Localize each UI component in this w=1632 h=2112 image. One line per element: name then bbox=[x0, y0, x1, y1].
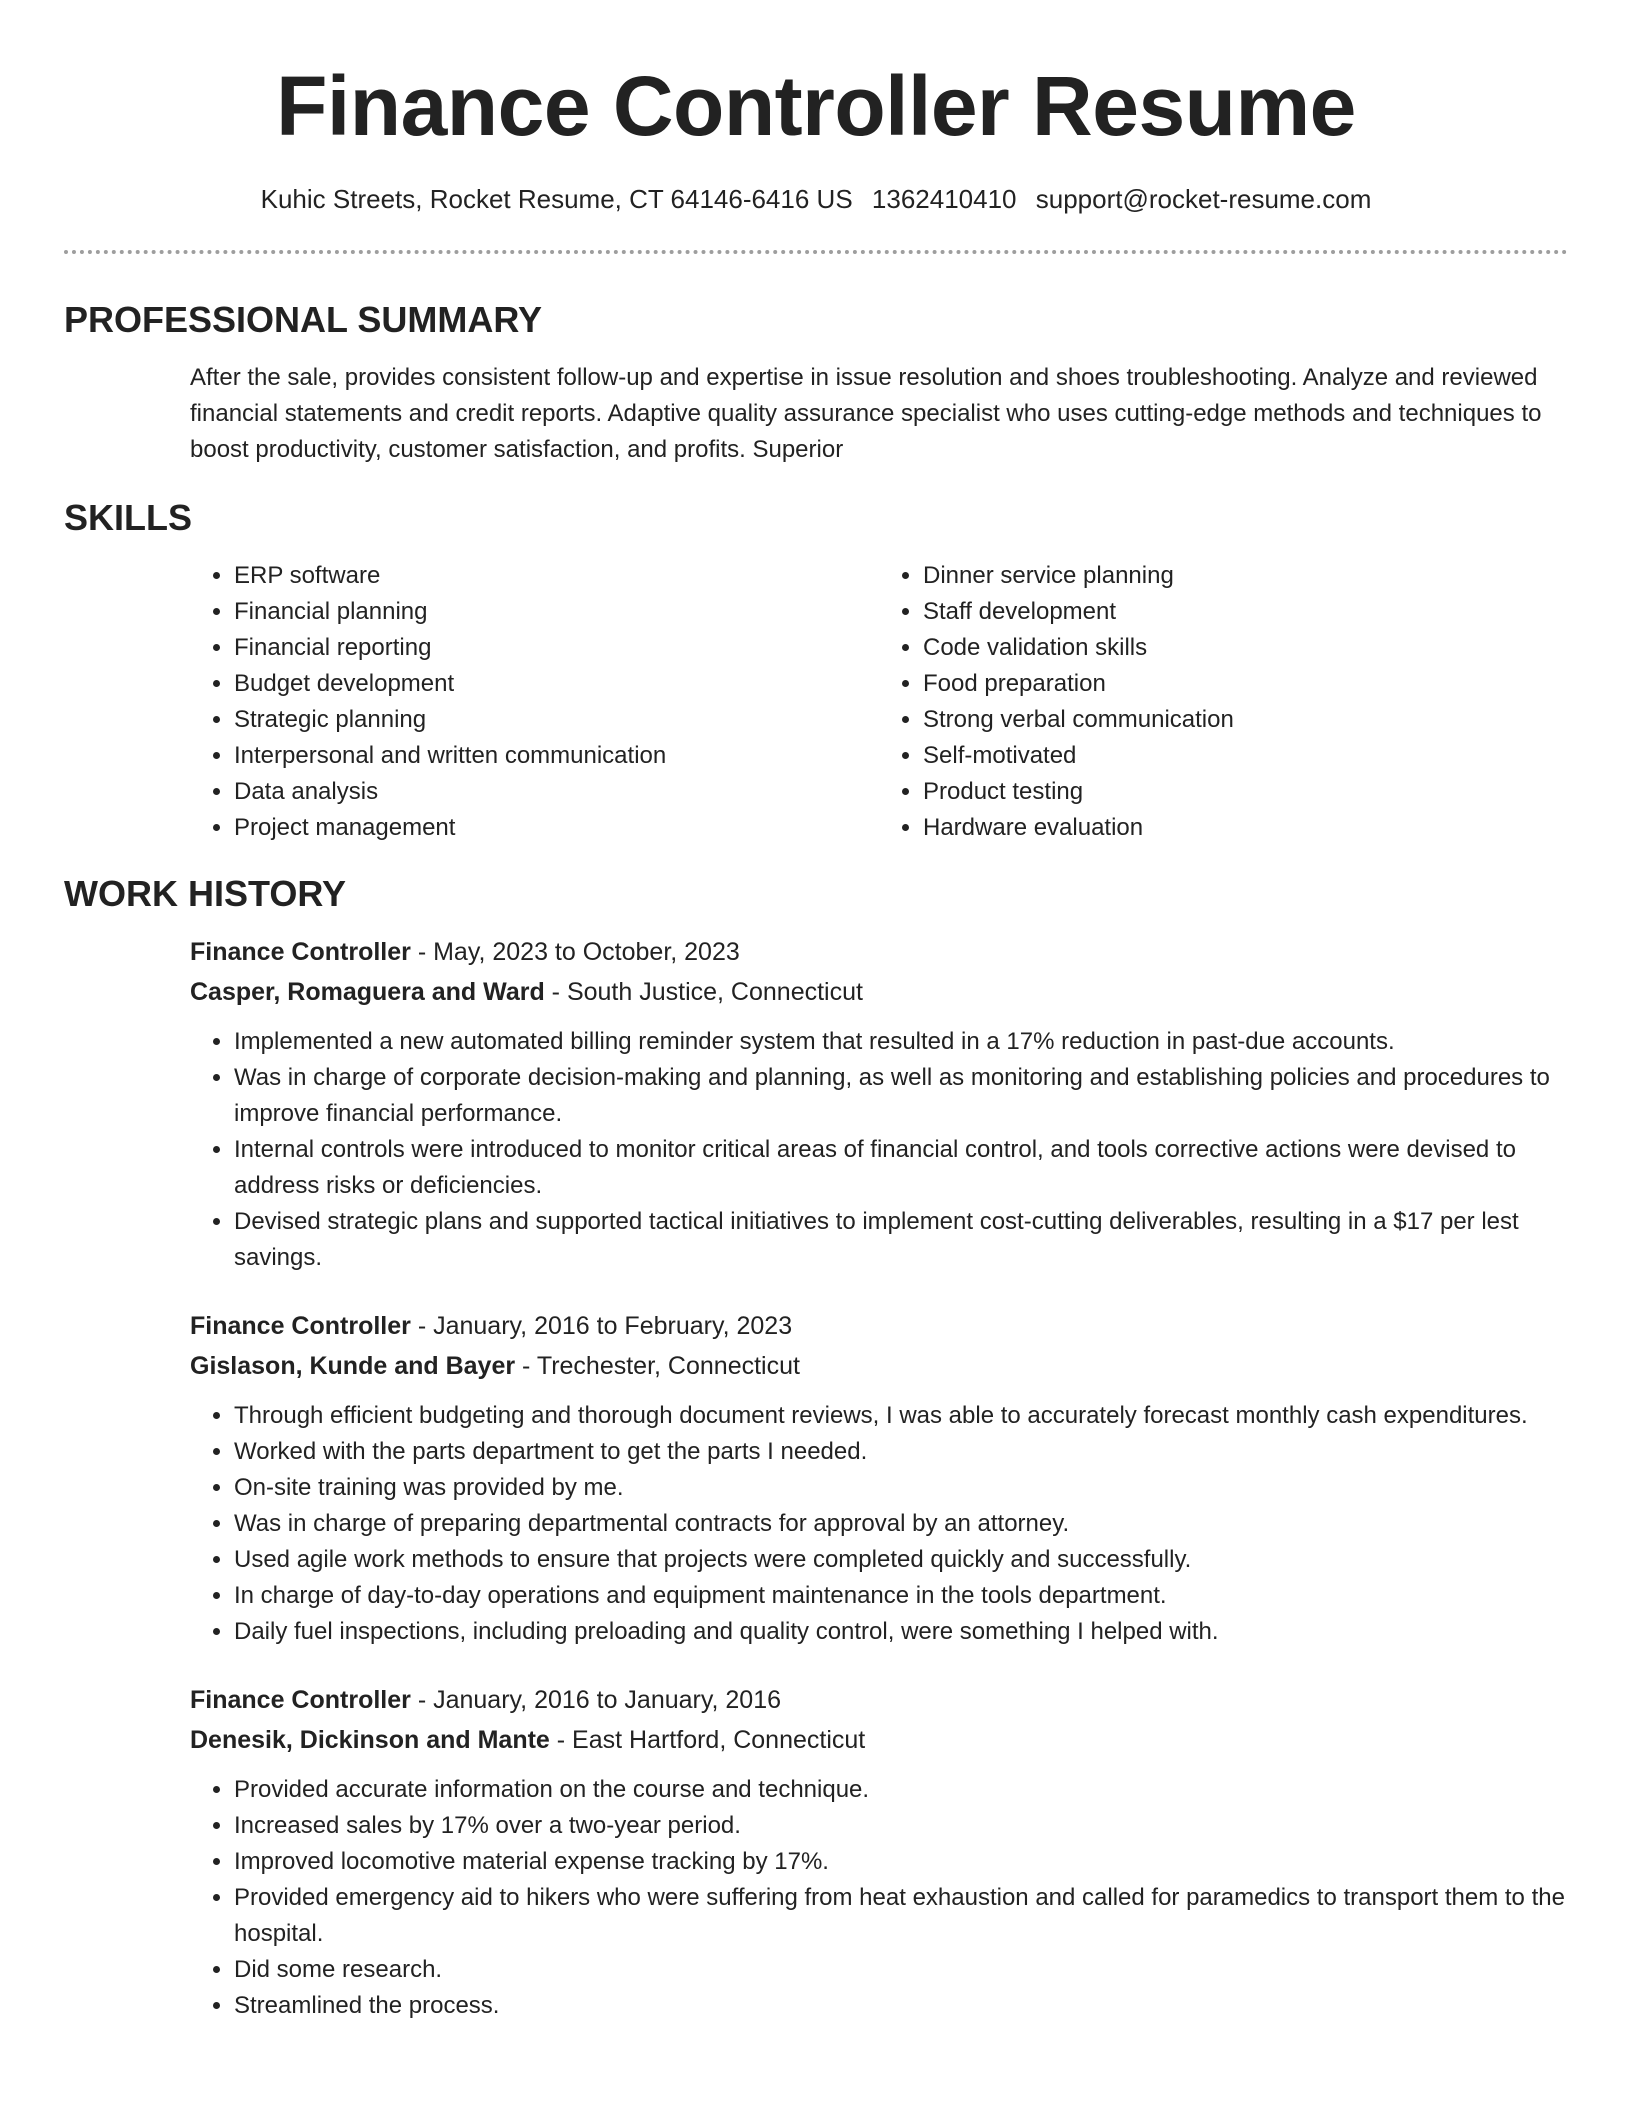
skills-heading: SKILLS bbox=[64, 497, 193, 538]
job-bullet: • Did some research. bbox=[234, 1952, 1568, 1988]
skill-item: • Product testing bbox=[923, 774, 1568, 810]
job-dates: - January, 2016 to January, 2016 bbox=[410, 1686, 782, 1714]
job-title-line bbox=[190, 1680, 1568, 1720]
job-entry bbox=[190, 1680, 1568, 2024]
skill-item: • Strategic planning bbox=[234, 702, 879, 738]
job-title-line bbox=[190, 1306, 1568, 1346]
skills-list bbox=[190, 558, 1568, 846]
job-title: Finance Controller bbox=[190, 938, 411, 966]
contact-email: support@rocket-resume.com bbox=[1035, 184, 1372, 214]
skill-item: • Staff development bbox=[923, 594, 1568, 630]
job-location: - South Justice, Connecticut bbox=[544, 978, 863, 1006]
job-title: Finance Controller bbox=[190, 1686, 411, 1714]
job-bullets bbox=[190, 1398, 1568, 1650]
job-bullet: • Used agile work methods to ensure that projects were completed quickly and successfully. bbox=[234, 1542, 1568, 1578]
job-company: Casper, Romaguera and Ward bbox=[190, 978, 545, 1006]
job-bullets bbox=[190, 1772, 1568, 2024]
job-bullet: • Through efficient budgeting and thorough document reviews, I was able to accurately forecast monthly cash expenditures. bbox=[234, 1398, 1568, 1434]
header-divider bbox=[64, 250, 1568, 254]
job-title-line bbox=[190, 932, 1568, 972]
job-title: Finance Controller bbox=[190, 1312, 411, 1340]
job-bullet: • Provided emergency aid to hikers who were suffering from heat exhaustion and called for paramedics to transport them to the hospital. bbox=[234, 1880, 1568, 1952]
skill-item: • Hardware evaluation bbox=[923, 810, 1568, 846]
job-company-line bbox=[190, 972, 1568, 1012]
job-bullet: • Streamlined the process. bbox=[234, 1988, 1568, 2024]
job-bullets bbox=[190, 1024, 1568, 1276]
work-heading: WORK HISTORY bbox=[64, 873, 347, 914]
contact-line bbox=[64, 182, 1568, 216]
skill-item: • Code validation skills bbox=[923, 630, 1568, 666]
job-bullet: • Worked with the parts department to get the parts I needed. bbox=[234, 1434, 1568, 1470]
skill-item: • Project management bbox=[234, 810, 879, 846]
job-bullet: • In charge of day-to-day operations and equipment maintenance in the tools department. bbox=[234, 1578, 1568, 1614]
skill-item: • Food preparation bbox=[923, 666, 1568, 702]
skill-item: • Data analysis bbox=[234, 774, 879, 810]
job-dates: - May, 2023 to October, 2023 bbox=[410, 938, 740, 966]
job-entry bbox=[190, 1306, 1568, 1650]
job-location: - Trechester, Connecticut bbox=[515, 1352, 800, 1380]
skill-item: • Dinner service planning bbox=[923, 558, 1568, 594]
resume-title: Finance Controller Resume bbox=[276, 59, 1356, 153]
job-company: Gislason, Kunde and Bayer bbox=[190, 1352, 516, 1380]
summary-heading: PROFESSIONAL SUMMARY bbox=[64, 299, 543, 340]
skill-item: • Financial reporting bbox=[234, 630, 879, 666]
job-location: - East Hartford, Connecticut bbox=[549, 1726, 866, 1754]
skills-column-left bbox=[190, 558, 879, 846]
job-bullet: • Increased sales by 17% over a two-year period. bbox=[234, 1808, 1568, 1844]
skill-item: • ERP software bbox=[234, 558, 879, 594]
job-bullet: • Improved locomotive material expense tracking by 17%. bbox=[234, 1844, 1568, 1880]
skill-item: • Interpersonal and written communication bbox=[234, 738, 879, 774]
job-bullet: • Provided accurate information on the course and technique. bbox=[234, 1772, 1568, 1808]
job-bullet: • Was in charge of preparing departmental contracts for approval by an attorney. bbox=[234, 1506, 1568, 1542]
job-bullet: • Devised strategic plans and supported tactical initiatives to implement cost-cutting deliverables, resulting in a $17 per lest savings. bbox=[234, 1204, 1568, 1276]
contact-address: Kuhic Streets, Rocket Resume, CT 64146-6416 US bbox=[260, 184, 853, 214]
job-bullet: • Internal controls were introduced to monitor critical areas of financial control, and tools corrective actions were devised to address risks or deficiencies. bbox=[234, 1132, 1568, 1204]
job-entry bbox=[190, 932, 1568, 1276]
job-bullet: • Daily fuel inspections, including preloading and quality control, were something I helped with. bbox=[234, 1614, 1568, 1650]
skill-item: • Self-motivated bbox=[923, 738, 1568, 774]
job-bullet: • On-site training was provided by me. bbox=[234, 1470, 1568, 1506]
job-company-line bbox=[190, 1720, 1568, 1760]
skills-column-right bbox=[879, 558, 1568, 846]
job-dates: - January, 2016 to February, 2023 bbox=[410, 1312, 793, 1340]
job-bullet: • Was in charge of corporate decision-making and planning, as well as monitoring and establishing policies and procedures to improve financial performance. bbox=[234, 1060, 1568, 1132]
summary-text: After the sale, provides consistent follow-up and expertise in issue resolution and shoes troubleshooting. Analyze and reviewed financial statements and credit reports. Adaptive quality assurance specialist who uses cutting-edge methods and techniques to boost productivity, customer satisfaction, and profits. Superior bbox=[190, 364, 1542, 463]
skill-item: • Budget development bbox=[234, 666, 879, 702]
contact-phone: 1362410410 bbox=[871, 184, 1017, 214]
job-bullet: • Implemented a new automated billing reminder system that resulted in a 17% reduction in past-due accounts. bbox=[234, 1024, 1568, 1060]
job-company: Denesik, Dickinson and Mante bbox=[190, 1726, 550, 1754]
job-company-line bbox=[190, 1346, 1568, 1386]
skill-item: • Financial planning bbox=[234, 594, 879, 630]
skill-item: • Strong verbal communication bbox=[923, 702, 1568, 738]
